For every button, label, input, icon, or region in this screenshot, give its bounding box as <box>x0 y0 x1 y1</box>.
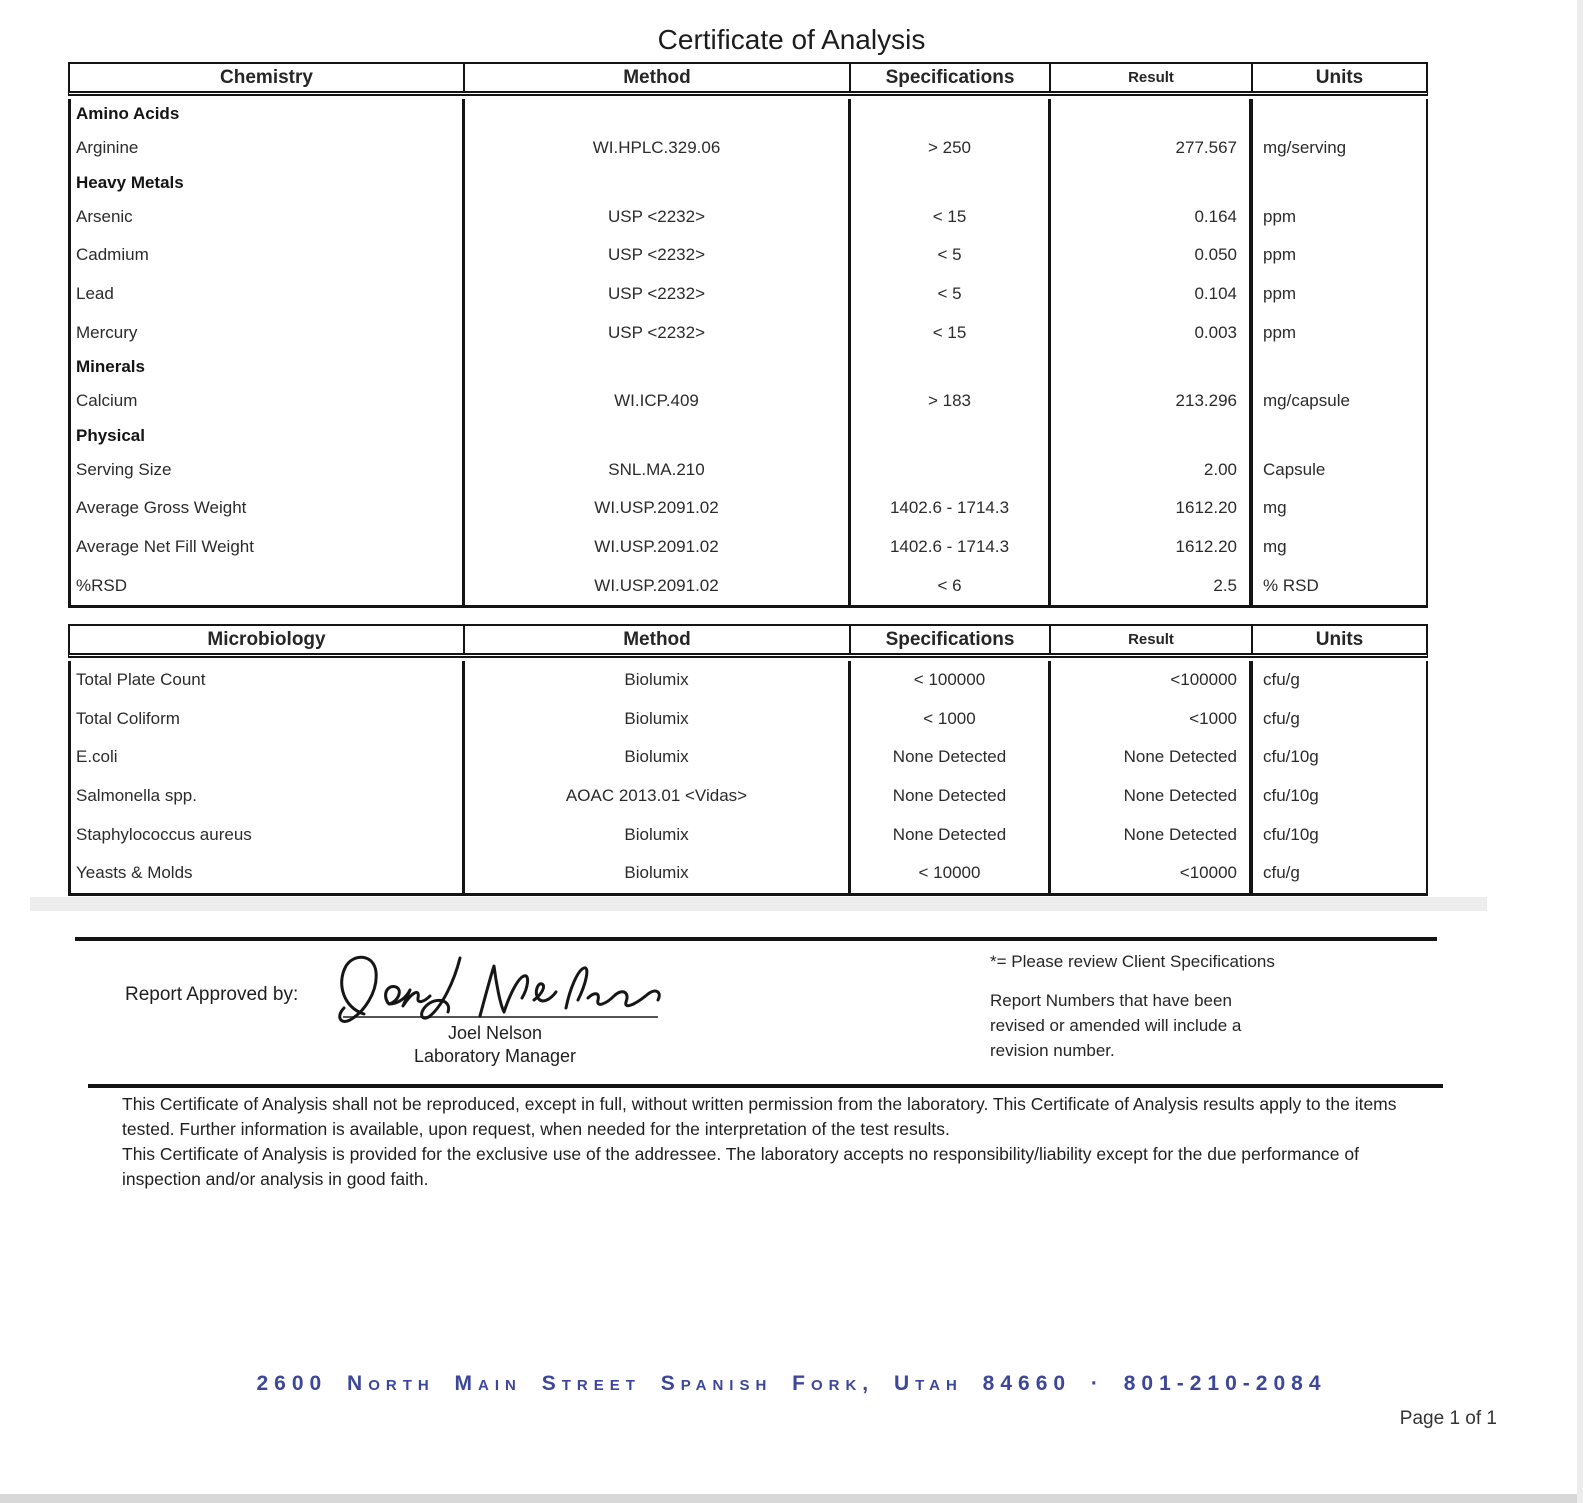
method-cell <box>465 421 851 451</box>
table-row <box>71 236 1426 275</box>
spec-cell: < 6 <box>851 566 1051 605</box>
spec-cell: < 5 <box>851 236 1051 275</box>
signer-name: Joel Nelson <box>447 1023 543 1043</box>
analyte-cell: Cadmium <box>71 236 465 275</box>
microbiology-table <box>68 624 1428 896</box>
analyte-cell: Total Plate Count <box>71 661 465 700</box>
table-row <box>71 738 1426 777</box>
spec-cell <box>851 451 1051 490</box>
section-row <box>71 352 1426 382</box>
column-header-method: Method <box>465 64 851 91</box>
spec-cell: < 1000 <box>851 700 1051 739</box>
spec-cell: < 15 <box>851 313 1051 352</box>
units-cell: Capsule <box>1263 459 1326 479</box>
method-cell: USP <2232> <box>465 275 851 314</box>
units-cell: cfu/10g <box>1263 786 1319 806</box>
units-cell: ppm <box>1263 284 1297 304</box>
spec-cell <box>851 168 1051 198</box>
method-cell: WI.USP.2091.02 <box>465 566 851 605</box>
analyte-cell: Heavy Metals <box>71 168 465 198</box>
units-cell: cfu/10g <box>1263 747 1319 767</box>
result-cell: 0.050 <box>1051 236 1253 275</box>
spec-cell: < 10000 <box>851 854 1051 893</box>
method-cell: WI.HPLC.329.06 <box>465 129 851 168</box>
units-cell: cfu/g <box>1263 708 1300 728</box>
analyte-cell: Total Coliform <box>71 700 465 739</box>
lab-address: 2600 North Main Street Spanish Fork, Utah 84660 · 801-210-2084 <box>256 1372 1327 1395</box>
analyte-cell: Minerals <box>71 352 465 382</box>
method-cell: Biolumix <box>465 815 851 854</box>
column-header-chemistry: Chemistry <box>70 64 465 91</box>
table-row <box>71 854 1426 893</box>
method-cell: WI.USP.2091.02 <box>465 489 851 528</box>
table-row <box>71 528 1426 567</box>
column-header-specifications: Specifications <box>851 64 1051 91</box>
table-row <box>71 700 1426 739</box>
analyte-cell: Staphylococcus aureus <box>71 815 465 854</box>
spec-cell: 1402.6 - 1714.3 <box>851 528 1051 567</box>
analyte-cell: Physical <box>71 421 465 451</box>
units-cell: cfu/g <box>1263 863 1300 883</box>
approval-bottom-rule <box>88 1084 1443 1088</box>
units-cell: cfu/g <box>1263 670 1300 690</box>
units-cell: mg <box>1263 498 1287 518</box>
disclaimer-paragraph-1: This Certificate of Analysis shall not be reproduced, except in full, without written permission from the laboratory. This Certificate of Analysis results apply to the items tested. Further information is available, upon request, when needed for the interpretation of the test results. <box>122 1094 1397 1139</box>
analyte-cell: Serving Size <box>71 451 465 490</box>
analyte-cell: Average Net Fill Weight <box>71 528 465 567</box>
units-cell: mg/serving <box>1263 138 1347 158</box>
result-cell <box>1051 352 1253 382</box>
table-row <box>71 777 1426 816</box>
spec-cell: > 250 <box>851 129 1051 168</box>
spec-cell: < 5 <box>851 275 1051 314</box>
table-row <box>71 661 1426 700</box>
analyte-cell: Mercury <box>71 313 465 352</box>
analyte-cell: Arsenic <box>71 198 465 237</box>
analyte-cell: Yeasts & Molds <box>71 854 465 893</box>
result-cell: 0.104 <box>1051 275 1253 314</box>
spec-cell: < 15 <box>851 198 1051 237</box>
table-row <box>71 489 1426 528</box>
result-cell <box>1051 99 1253 129</box>
result-cell: None Detected <box>1051 815 1253 854</box>
result-cell: <100000 <box>1051 661 1253 700</box>
result-cell: None Detected <box>1051 777 1253 816</box>
result-cell: None Detected <box>1051 738 1253 777</box>
result-cell <box>1051 421 1253 451</box>
result-cell: 2.5 <box>1051 566 1253 605</box>
column-header-units: Units <box>1315 628 1364 650</box>
table-row <box>71 313 1426 352</box>
method-cell <box>465 352 851 382</box>
method-cell: Biolumix <box>465 738 851 777</box>
disclaimer-paragraph-2: This Certificate of Analysis is provided for the exclusive use of the addressee. The laboratory accepts no responsibility/liability except for the due performance of inspection and/or analysis in good faith. <box>122 1144 1359 1189</box>
result-cell <box>1051 168 1253 198</box>
client-spec-note: *= Please review Client Specifications <box>990 952 1275 971</box>
units-cell: cfu/10g <box>1263 824 1319 844</box>
disclaimer-block <box>122 1092 1442 1192</box>
revision-note: Report Numbers that have been revised or amended will include a revision number. <box>990 991 1242 1060</box>
method-cell: Biolumix <box>465 700 851 739</box>
table-row <box>71 198 1426 237</box>
table-row <box>71 382 1426 421</box>
method-cell: Biolumix <box>465 854 851 893</box>
page-edge-bottom <box>0 1494 1583 1503</box>
analyte-cell: Amino Acids <box>71 99 465 129</box>
column-header-microbiology: Microbiology <box>70 626 465 653</box>
table-row <box>71 451 1426 490</box>
analyte-cell: Salmonella spp. <box>71 777 465 816</box>
spec-cell <box>851 99 1051 129</box>
units-cell <box>1253 421 1426 451</box>
method-cell: USP <2232> <box>465 313 851 352</box>
spec-cell <box>851 421 1051 451</box>
spec-cell: < 100000 <box>851 661 1051 700</box>
column-header-result: Result <box>1051 626 1253 653</box>
method-cell: WI.ICP.409 <box>465 382 851 421</box>
chemistry-table-body <box>68 99 1428 608</box>
method-cell: USP <2232> <box>465 236 851 275</box>
table-row <box>71 275 1426 314</box>
units-cell <box>1253 168 1426 198</box>
units-cell: ppm <box>1263 245 1297 265</box>
result-cell: 1612.20 <box>1051 528 1253 567</box>
result-cell: <10000 <box>1051 854 1253 893</box>
units-cell <box>1253 352 1426 382</box>
column-header-result: Result <box>1051 64 1253 91</box>
analyte-cell: E.coli <box>71 738 465 777</box>
units-cell: ppm <box>1263 206 1297 226</box>
page-number: Page 1 of 1 <box>1399 1408 1497 1429</box>
chemistry-table-header <box>68 62 1428 96</box>
scan-artifact-strip <box>30 897 1487 911</box>
units-cell <box>1253 99 1426 129</box>
units-cell: mg/capsule <box>1263 391 1350 411</box>
page-title: Certificate of Analysis <box>657 24 926 55</box>
analyte-cell: Arginine <box>71 129 465 168</box>
section-row <box>71 99 1426 129</box>
spec-cell <box>851 352 1051 382</box>
chemistry-table <box>68 62 1428 608</box>
notes-block <box>990 952 1310 1063</box>
section-row <box>71 168 1426 198</box>
signature-graphic <box>330 948 670 1028</box>
approval-top-rule <box>75 937 1437 941</box>
analyte-cell: Calcium <box>71 382 465 421</box>
spec-cell: None Detected <box>851 738 1051 777</box>
result-cell: 0.003 <box>1051 313 1253 352</box>
microbiology-table-body <box>68 661 1428 896</box>
spec-cell: None Detected <box>851 815 1051 854</box>
result-cell: 2.00 <box>1051 451 1253 490</box>
table-row <box>71 815 1426 854</box>
result-cell: 277.567 <box>1051 129 1253 168</box>
column-header-units: Units <box>1315 66 1364 88</box>
method-cell: Biolumix <box>465 661 851 700</box>
signer-block <box>320 1022 670 1068</box>
signer-title: Laboratory Manager <box>413 1046 577 1066</box>
method-cell: SNL.MA.210 <box>465 451 851 490</box>
section-row <box>71 421 1426 451</box>
result-cell: 213.296 <box>1051 382 1253 421</box>
method-cell: WI.USP.2091.02 <box>465 528 851 567</box>
table-row <box>71 566 1426 605</box>
column-header-method: Method <box>465 626 851 653</box>
analyte-cell: Lead <box>71 275 465 314</box>
table-row <box>71 129 1426 168</box>
units-cell: mg <box>1263 537 1287 557</box>
result-cell: 1612.20 <box>1051 489 1253 528</box>
method-cell <box>465 168 851 198</box>
method-cell: USP <2232> <box>465 198 851 237</box>
page-edge-right <box>1577 0 1583 1503</box>
spec-cell: None Detected <box>851 777 1051 816</box>
analyte-cell: Average Gross Weight <box>71 489 465 528</box>
microbiology-table-header <box>68 624 1428 658</box>
spec-cell: > 183 <box>851 382 1051 421</box>
column-header-specifications: Specifications <box>851 626 1051 653</box>
report-approved-label: Report Approved by: <box>125 984 299 1005</box>
units-cell: ppm <box>1263 322 1297 342</box>
result-cell: <1000 <box>1051 700 1253 739</box>
analyte-cell: %RSD <box>71 566 465 605</box>
units-cell: % RSD <box>1263 575 1319 595</box>
method-cell: AOAC 2013.01 <Vidas> <box>465 777 851 816</box>
spec-cell: 1402.6 - 1714.3 <box>851 489 1051 528</box>
result-cell: 0.164 <box>1051 198 1253 237</box>
method-cell <box>465 99 851 129</box>
